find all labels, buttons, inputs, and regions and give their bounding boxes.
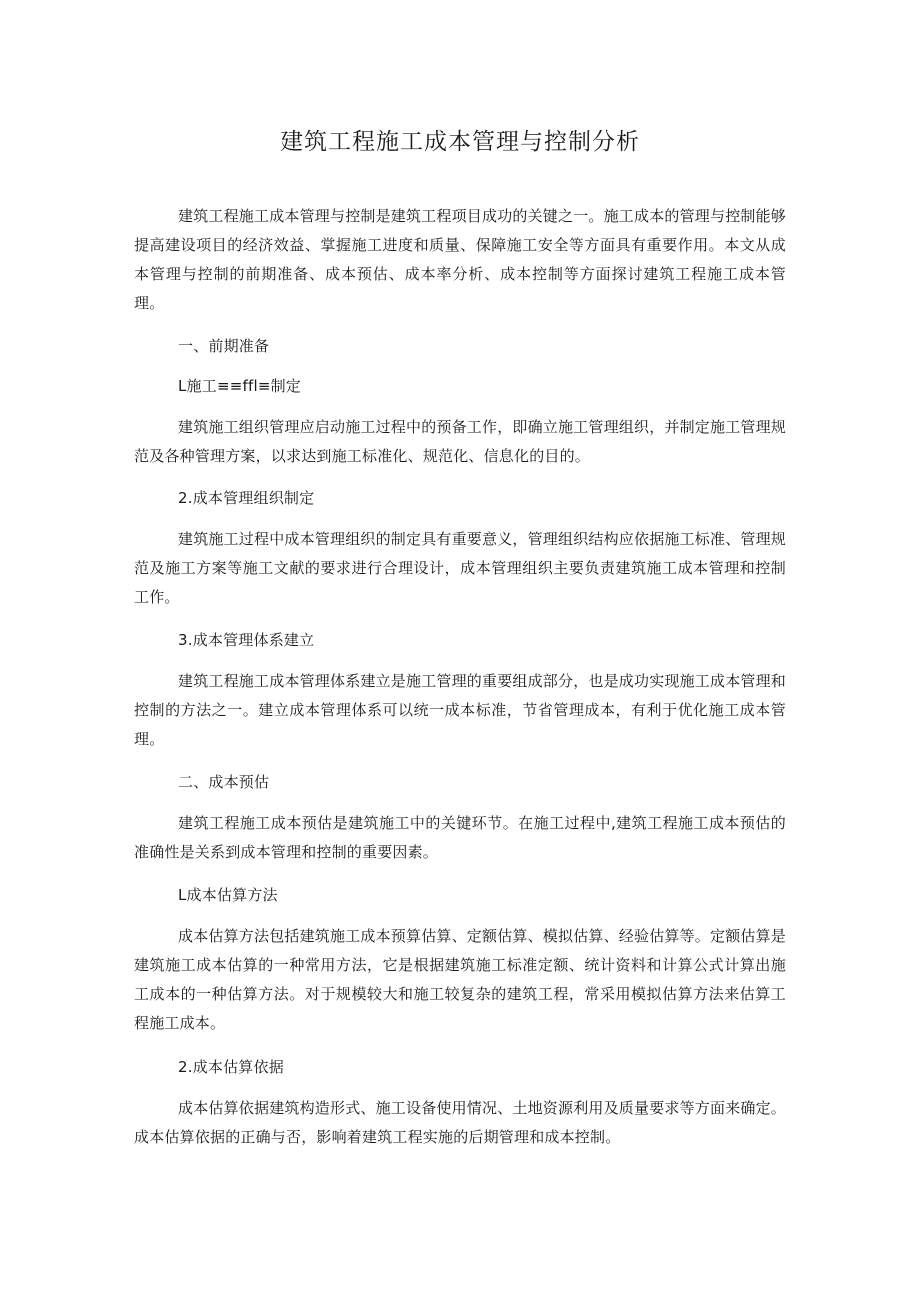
subsection-1-1-body: 建筑施工组织管理应启动施工过程中的预备工作，即确立施工管理组织，并制定施工管理规范及各种管理方案，以求达到施工标准化、规范化、信息化的目的。: [134, 418, 787, 465]
subsection-1-3-heading: 3.成本管理体系建立: [178, 631, 315, 649]
subsection-1-1-heading: L施工≡≡ffl≡制定: [178, 377, 301, 395]
section-2-heading: 二、成本预估: [178, 773, 270, 791]
subsection-1-2-heading: 2.成本管理组织制定: [178, 489, 315, 507]
subsection-2-1-heading: L成本估算方法: [178, 886, 278, 904]
subsection-2-1-body: 成本估算方法包括建筑施工成本预算估算、定额估算、模拟估算、经验估算等。定额估算是建筑施工成本估算的一种常用方法，它是根据建筑施工标准定额、统计资料和计算公式计算出施工成本的一种估算方法。对于规模较大和施工较复杂的建筑工程，常采用模拟估算方法来估算工程施工成本。: [134, 927, 787, 1032]
document-title: 建筑工程施工成本管理与控制分析: [280, 129, 640, 155]
subsection-1-2-body: 建筑施工过程中成本管理组织的制定具有重要意义，管理组织结构应依据施工标准、管理规范及施工方案等施工文献的要求进行合理设计，成本管理组织主要负责建筑施工成本管理和控制工作。: [134, 530, 787, 606]
subsection-1-3-body: 建筑工程施工成本管理体系建立是施工管理的重要组成部分，也是成功实现施工成本管理和控制的方法之一。建立成本管理体系可以统一成本标准，节省管理成本，有利于优化施工成本管理。: [134, 672, 787, 748]
section-2-body: 建筑工程施工成本预估是建筑施工中的关键环节。在施工过程中,建筑工程施工成本预估的准确性是关系到成本管理和控制的重要因素。: [134, 814, 786, 861]
subsection-2-2-body: 成本估算依据建筑构造形式、施工设备使用情况、土地资源利用及质量要求等方面来确定。成本估算依据的正确与否，影响着建筑工程实施的后期管理和成本控制。: [134, 1099, 787, 1146]
intro-paragraph: 建筑工程施工成本管理与控制是建筑工程项目成功的关键之一。施工成本的管理与控制能够提高建设项目的经济效益、掌握施工进度和质量、保障施工安全等方面具有重要作用。本文从成本管理与控制的前期准备、成本预估、成本率分析、成本控制等方面探讨建筑工程施工成本管理。: [134, 207, 787, 312]
section-1-heading: 一、前期准备: [178, 337, 270, 355]
subsection-2-2-heading: 2.成本估算依据: [178, 1058, 284, 1076]
